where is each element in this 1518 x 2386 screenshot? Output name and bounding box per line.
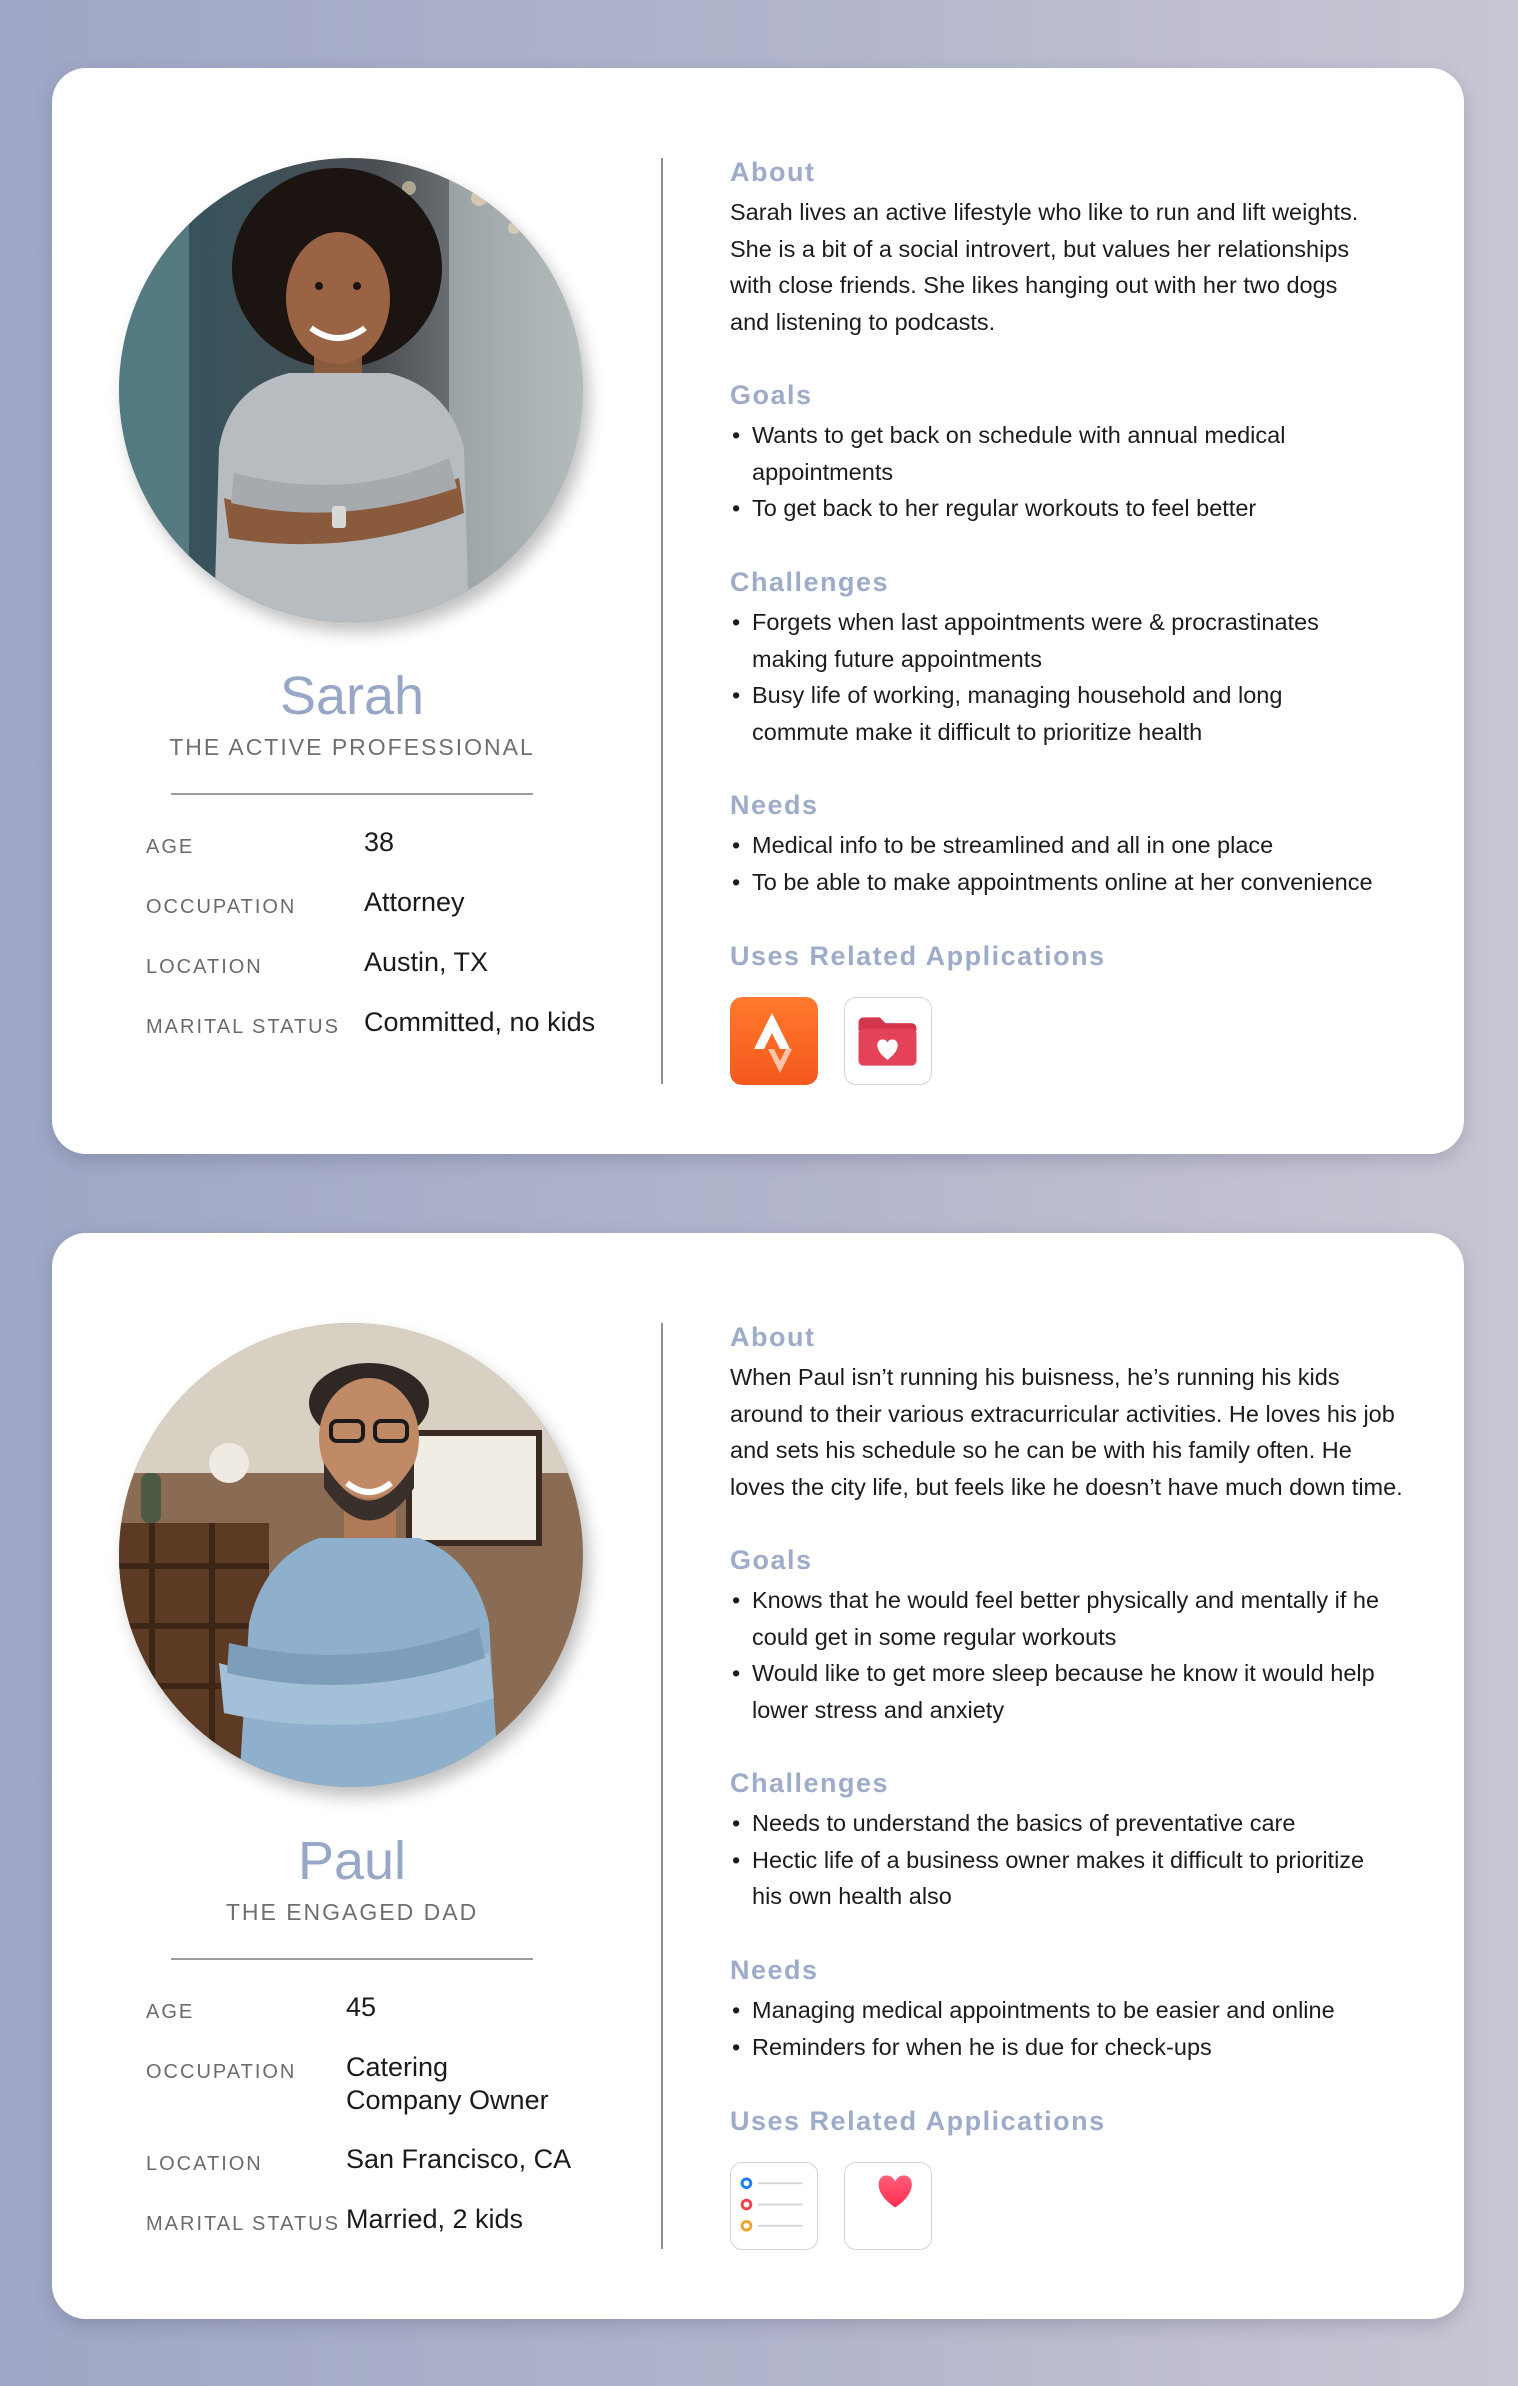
apps-section (730, 940, 1410, 978)
about-section (730, 1321, 1410, 1505)
list-item: • Needs to understand the basics of preventative care (730, 1805, 1410, 1842)
strava-app-icon[interactable] (730, 997, 818, 1085)
needs-section (730, 789, 1410, 900)
about-line: and sets his schedule so he can be with his family often. He (730, 1437, 1352, 1463)
section-heading: About (730, 1322, 816, 1352)
challenges-section (730, 566, 1410, 750)
needs-section (730, 1954, 1410, 2065)
persona-name: Paul (297, 1831, 407, 1891)
list-item: • Reminders for when he is due for check-ups (730, 2029, 1410, 2066)
name-divider (171, 1958, 533, 1960)
apps-row (730, 997, 932, 1085)
goals-section (730, 1544, 1410, 1728)
attr-value: 38 (364, 827, 395, 857)
list-item: • Knows that he would feel better physically and mentally if he could get in some regular workouts (730, 1582, 1410, 1655)
apps-section (730, 2105, 1410, 2143)
list-item: • Medical info to be streamlined and all in one place (730, 827, 1410, 864)
about-text (730, 194, 1410, 340)
section-heading: Uses Related Applications (730, 941, 1106, 971)
list-item: • Busy life of working, managing household and long commute make it difficult to prioritize health (730, 677, 1410, 750)
attr-label: LOCATION (146, 2153, 263, 2175)
attr-label: MARITAL STATUS (146, 1016, 340, 1038)
attr-value: Attorney (364, 887, 465, 917)
section-heading: Goals (730, 1545, 813, 1575)
challenges-section (730, 1767, 1410, 1915)
challenges-list (730, 1805, 1410, 1915)
attr-label: AGE (146, 836, 195, 858)
attr-label: OCCUPATION (146, 896, 297, 918)
section-heading: Needs (730, 1955, 819, 1985)
list-item: • Would like to get more sleep because he know it would help lower stress and anxiety (730, 1655, 1410, 1728)
attr-label: OCCUPATION (146, 2061, 297, 2083)
list-item: • To be able to make appointments online at her convenience (730, 864, 1410, 901)
needs-list (730, 827, 1410, 900)
persona-title: THE ACTIVE PROFESSIONAL (169, 734, 535, 760)
persona-title: THE ENGAGED DAD (225, 1899, 479, 1925)
goals-section (730, 379, 1410, 527)
list-item: • Managing medical appointments to be easier and online (730, 1992, 1410, 2029)
goals-list (730, 417, 1410, 527)
section-heading: Needs (730, 790, 819, 820)
attr-label: LOCATION (146, 956, 263, 978)
column-divider (661, 158, 663, 1084)
attr-value: Austin, TX (364, 947, 489, 977)
section-heading: Challenges (730, 567, 890, 597)
health-app-icon[interactable] (844, 2162, 932, 2250)
persona-photo (119, 158, 583, 622)
about-line: When Paul isn’t running his buisness, he’s running his kids (730, 1364, 1340, 1390)
attr-value: 45 (346, 1992, 377, 2022)
list-item: • To get back to her regular workouts to feel better (730, 490, 1410, 527)
persona-photo (119, 1323, 583, 1787)
list-item: • Forgets when last appointments were & procrastinates making future appointments (730, 604, 1410, 677)
column-divider (661, 1323, 663, 2249)
goals-list (730, 1582, 1410, 1728)
about-line: Sarah lives an active lifestyle who like to run and lift weights. (730, 199, 1359, 225)
attr-value: Catering Company Owner (346, 2052, 549, 2115)
persona-name: Sarah (279, 666, 425, 726)
about-text (730, 1359, 1410, 1505)
apps-row (730, 2162, 932, 2250)
persona-card-sarah (52, 68, 1464, 1154)
section-heading: Goals (730, 380, 813, 410)
section-heading: Uses Related Applications (730, 2106, 1106, 2136)
needs-list (730, 1992, 1410, 2065)
attr-value: Committed, no kids (364, 1007, 596, 1037)
list-item: • Hectic life of a business owner makes it difficult to prioritize his own health also (730, 1842, 1410, 1915)
section-heading: Challenges (730, 1768, 890, 1798)
about-line: loves the city life, but feels like he doesn’t have much down time. (730, 1473, 1403, 1500)
list-item: • Wants to get back on schedule with annual medical appointments (730, 417, 1410, 490)
about-line: with close friends. She likes hanging out with her two dogs (730, 272, 1338, 298)
health-records-folder-icon[interactable] (844, 997, 932, 1085)
about-line: and listening to podcasts. (730, 308, 996, 335)
about-line: around to their various extracurricular activities. He loves his job (730, 1400, 1395, 1427)
reminders-app-icon[interactable] (730, 2162, 818, 2250)
attr-label: MARITAL STATUS (146, 2213, 340, 2235)
name-divider (171, 793, 533, 795)
about-section (730, 156, 1410, 340)
attr-value: Married, 2 kids (346, 2204, 524, 2234)
persona-card-paul (52, 1233, 1464, 2319)
section-heading: About (730, 157, 816, 187)
about-line: She is a bit of a social introvert, but values her relationships (730, 235, 1350, 262)
challenges-list (730, 604, 1410, 750)
attr-value: San Francisco, CA (346, 2144, 572, 2174)
attr-label: AGE (146, 2001, 195, 2023)
